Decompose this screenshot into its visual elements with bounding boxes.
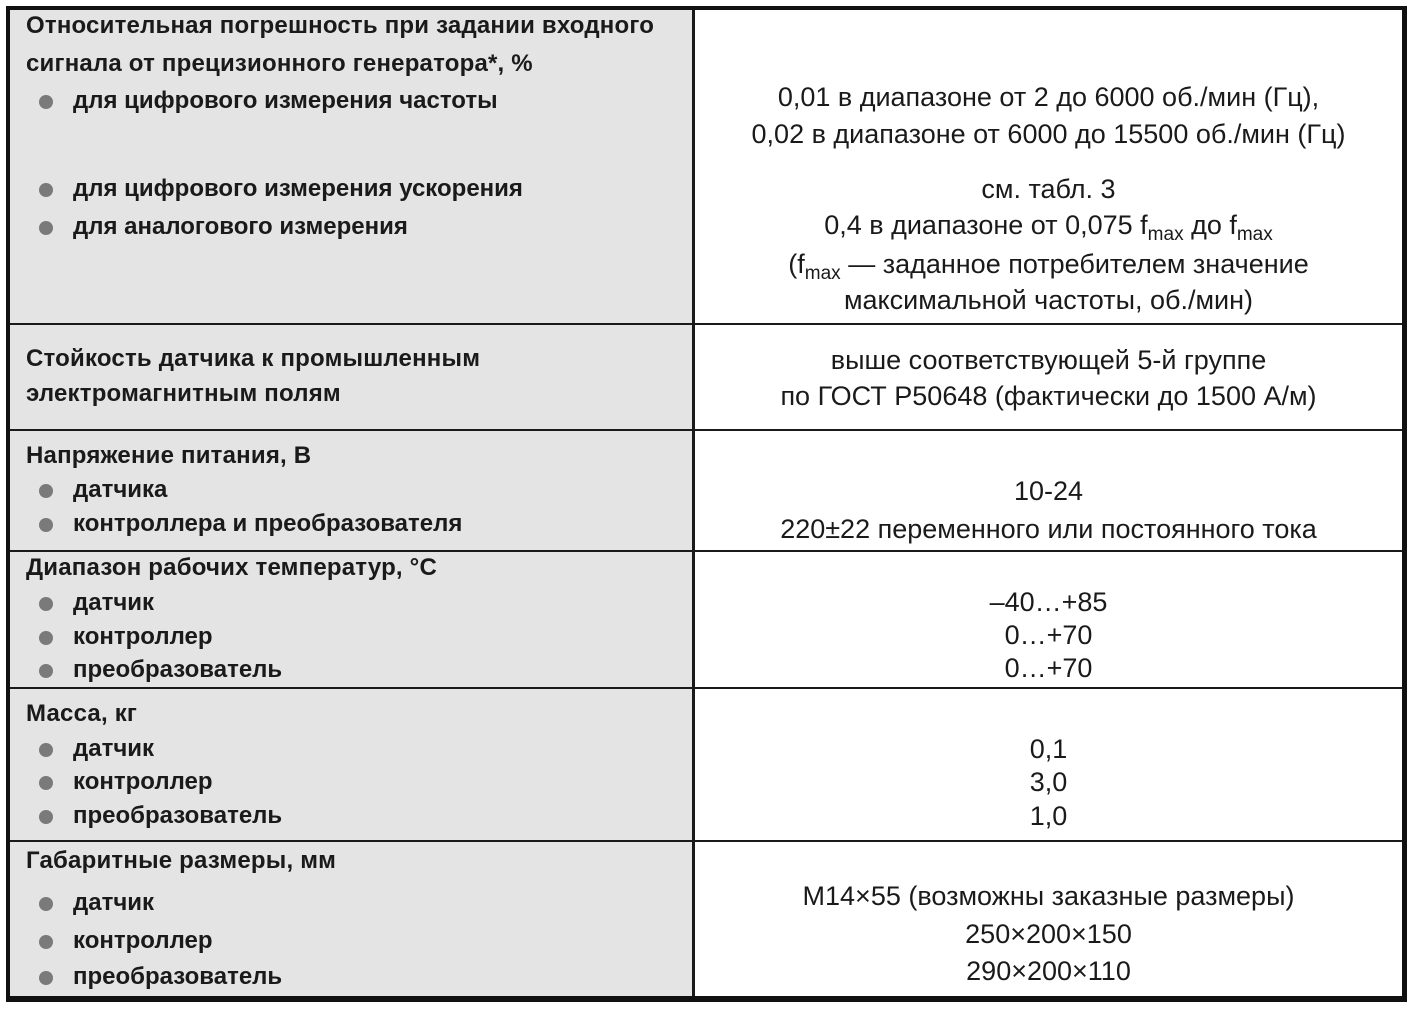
list-item: преобразователь [73, 963, 283, 990]
table-row [10, 842, 1402, 996]
table-row [10, 689, 1402, 840]
value-text: до f [1183, 210, 1237, 240]
value-line: по ГОСТ Р50648 (фактически до 1500 А/м) [780, 381, 1317, 411]
table-row [10, 552, 1402, 687]
value-line: М14×55 (возможны заказные размеры) [802, 881, 1295, 911]
column-divider [692, 10, 695, 996]
value-text: — заданное потребителем значение [840, 249, 1309, 279]
list-item: датчик [73, 889, 155, 916]
subscript: max [804, 263, 841, 284]
value-text: (f [788, 249, 805, 279]
list-item: контроллер [73, 623, 213, 650]
value-line: 3,0 [1029, 767, 1068, 797]
value-line: 0…+70 [1004, 653, 1093, 683]
label-cell [10, 689, 692, 840]
row-heading-line: Габаритные размеры, мм [26, 847, 337, 874]
value-line: выше соответствующей 5-й группе [830, 345, 1267, 375]
label-cell [10, 842, 692, 996]
value-text: 0,4 в диапазоне от 0,075 f [824, 210, 1148, 240]
label-cell [10, 552, 692, 687]
list-item: датчик [73, 735, 155, 762]
row-heading-line: сигнала от прецизионного генератора*, % [26, 50, 533, 77]
bullet-icon [39, 935, 53, 949]
value-line: 0…+70 [1004, 620, 1093, 650]
list-item: для цифрового измерения ускорения [73, 175, 523, 202]
value-line: –40…+85 [989, 587, 1108, 617]
table-row [10, 325, 1402, 429]
subscript: max [1147, 224, 1184, 245]
label-cell [10, 325, 692, 429]
bullet-icon [39, 776, 53, 790]
row-heading-line: Относительная погрешность при задании входного [26, 12, 655, 39]
value-line: 290×200×110 [966, 956, 1131, 986]
list-item: контроллера и преобразователя [73, 510, 463, 537]
specifications-table [6, 6, 1407, 1002]
bullet-icon [39, 221, 53, 235]
bullet-icon [39, 810, 53, 824]
value-line: максимальной частоты, об./мин) [843, 285, 1254, 315]
value-line: 250×200×150 [965, 919, 1132, 949]
value-line [695, 210, 1402, 245]
value-line: 0,02 в диапазоне от 6000 до 15500 об./мин (Гц) [751, 119, 1346, 149]
value-line: 0,1 [1029, 734, 1068, 764]
value-line: 0,01 в диапазоне от 2 до 6000 об./мин (Гц), [777, 82, 1320, 112]
list-item: датчика [73, 476, 168, 503]
label-cell [10, 431, 692, 550]
list-item: преобразователь [73, 656, 283, 683]
subscript: max [1236, 224, 1273, 245]
bullet-icon [39, 631, 53, 645]
row-heading-line: Диапазон рабочих температур, °С [26, 554, 437, 581]
list-item: датчик [73, 589, 155, 616]
value-line: см. табл. 3 [981, 174, 1116, 204]
value-line: 220±22 переменного или постоянного тока [780, 514, 1317, 544]
list-item: для цифрового измерения частоты [73, 87, 498, 114]
bullet-icon [39, 971, 53, 985]
list-item: контроллер [73, 927, 213, 954]
row-heading-line: электромагнитным полям [26, 380, 341, 407]
bullet-icon [39, 484, 53, 498]
bullet-icon [39, 183, 53, 197]
list-item: для аналогового измерения [73, 213, 408, 240]
bullet-icon [39, 743, 53, 757]
bullet-icon [39, 897, 53, 911]
list-item: преобразователь [73, 802, 283, 829]
row-heading-line: Стойкость датчика к промышленным [26, 345, 481, 372]
bullet-icon [39, 597, 53, 611]
bullet-icon [39, 95, 53, 109]
table-row [10, 10, 1402, 323]
list-item: контроллер [73, 768, 213, 795]
table-row [10, 431, 1402, 550]
value-line: 1,0 [1029, 801, 1068, 831]
label-cell [10, 10, 692, 323]
value-line: 10-24 [1013, 476, 1084, 506]
row-heading-line: Масса, кг [26, 700, 138, 727]
bullet-icon [39, 664, 53, 678]
row-heading-line: Напряжение питания, В [26, 442, 312, 469]
value-line [695, 249, 1402, 284]
bullet-icon [39, 518, 53, 532]
